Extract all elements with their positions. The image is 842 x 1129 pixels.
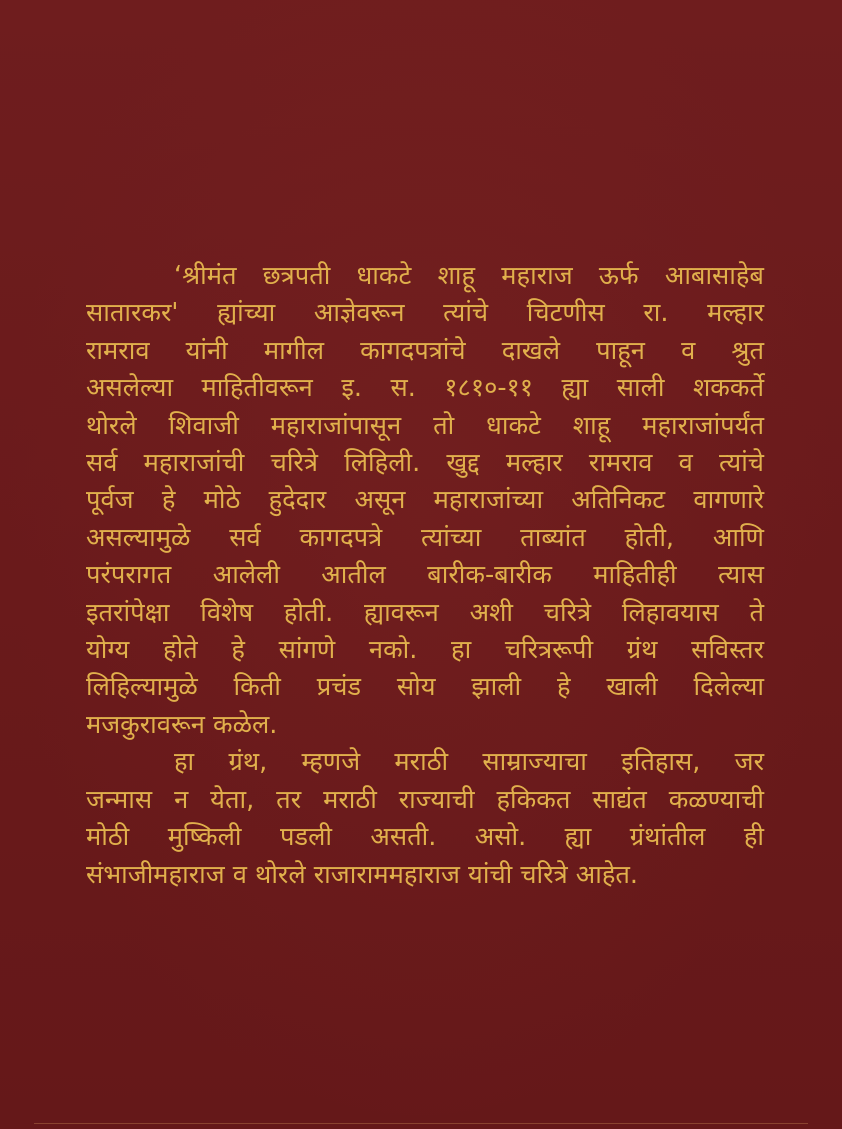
paragraph-1-line: इतरांपेक्षा विशेष होती. ह्यावरून अशी चरित्रे लिहावयास ते xyxy=(86,597,764,628)
cover-blurb xyxy=(86,258,764,894)
paragraph-1-line: असलेल्या माहितीवरून इ. स. १८१०-११ ह्या साली शककर्ते xyxy=(86,373,764,404)
paragraph-1-line: लिहिल्यामुळे किती प्रचंड सोय झाली हे खाली दिलेल्या xyxy=(86,672,764,703)
paragraph-1-line: परंपरागत आलेली आतील बारीक-बारीक माहितीही त्यास xyxy=(86,560,764,591)
paragraph-1-line: असल्यामुळे सर्व कागदपत्रे त्यांच्या ताब्यांत होती, आणि xyxy=(86,522,764,553)
paragraph-1-line: थोरले शिवाजी महाराजांपासून तो धाकटे शाहू महाराजांपर्यंत xyxy=(86,410,764,441)
paragraph-2-line: हा ग्रंथ, म्हणजे मराठी साम्राज्याचा इतिहास, जर xyxy=(174,747,764,778)
paragraph-2 xyxy=(86,744,764,894)
paragraph-1-line: मजकुरावरून कळेल. xyxy=(86,709,278,740)
paragraph-1-line: योग्य होते हे सांगणे नको. हा चरित्ररूपी ग्रंथ सविस्तर xyxy=(86,635,764,666)
paragraph-1-line: सातारकर' ह्यांच्या आज्ञेवरून त्यांचे चिटणीस रा. मल्हार xyxy=(86,298,764,329)
paragraph-1-line: सर्व महाराजांची चरित्रे लिहिली. खुद्द मल्हार रामराव व त्यांचे xyxy=(86,448,764,479)
paragraph-2-line: मोठी मुष्किली पडली असती. असो. ह्या ग्रंथांतील ही xyxy=(86,822,764,853)
paragraph-2-line: संभाजीमहाराज व थोरले राजाराममहाराज यांची चरित्रे आहेत. xyxy=(86,859,639,890)
paragraph-1-line: पूर्वज हे मोठे हुदेदार असून महाराजांच्या अतिनिकट वागणारे xyxy=(86,485,764,516)
paragraph-2-line: जन्मास न येता, तर मराठी राज्याची हकिकत साद्यंत कळण्याची xyxy=(86,784,764,815)
bottom-rule xyxy=(34,1123,808,1124)
paragraph-1-line: रामराव यांनी मागील कागदपत्रांचे दाखले पाहून व श्रुत xyxy=(86,335,764,366)
paragraph-1 xyxy=(86,258,764,744)
paragraph-1-line: ‘श्रीमंत छत्रपती धाकटे शाहू महाराज ऊर्फ आबासाहेब xyxy=(174,261,764,291)
